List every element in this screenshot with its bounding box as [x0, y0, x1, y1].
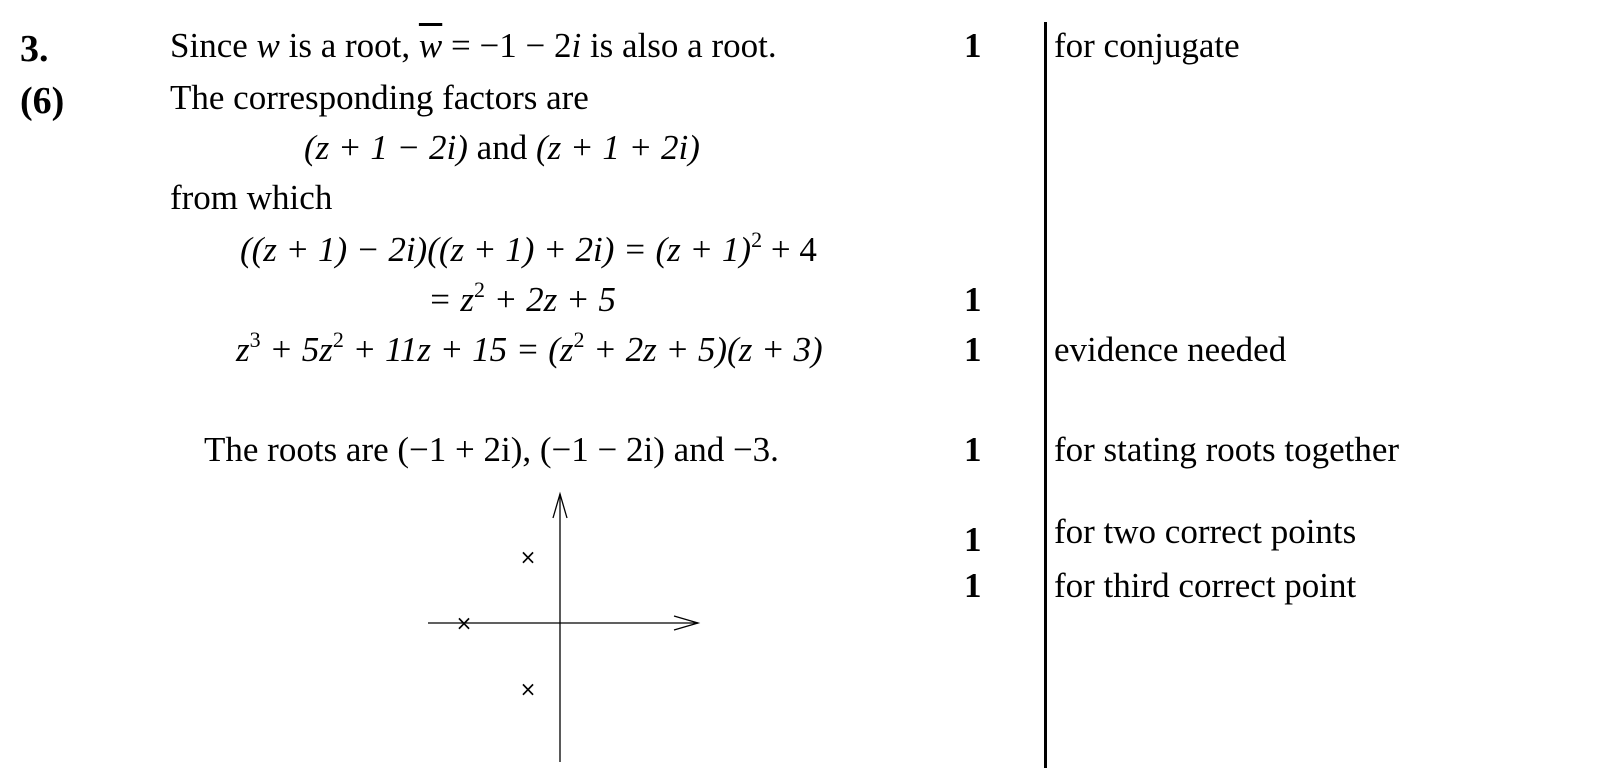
- quadratic-rhs: + 2z + 5: [485, 280, 616, 319]
- solution-line-8: The roots are (−1 + 2i), (−1 − 2i) and −3.: [204, 430, 779, 469]
- factor-2: (z + 1 + 2i): [535, 128, 700, 167]
- product-expansion: ((z + 1) − 2i)((z + 1) + 2i) = (z + 1): [240, 230, 752, 269]
- plus-four: + 4: [762, 230, 817, 269]
- var-w-conjugate: $\overline{w}$: [418, 26, 443, 65]
- mark-6: 1: [964, 566, 982, 605]
- var-w: w: [256, 26, 280, 65]
- quadratic-lhs: = z: [428, 280, 474, 319]
- var-i: i: [571, 26, 582, 65]
- question-marks-total: (6): [20, 80, 65, 122]
- exponent: 3: [249, 327, 261, 352]
- cubic-term: z: [236, 330, 250, 369]
- note-two-points: for two correct points: [1054, 512, 1357, 551]
- question-number: 3.: [20, 28, 49, 70]
- text-and: and: [467, 128, 536, 167]
- text-is-a-root: is a root,: [279, 26, 419, 65]
- exponent: 2: [573, 327, 585, 352]
- factorisation: + 2z + 5)(z + 3): [584, 330, 823, 369]
- square-term: + 5z: [260, 330, 333, 369]
- mark-5: 1: [964, 520, 982, 559]
- mark-1: 1: [964, 26, 982, 65]
- factor-1: (z + 1 − 2i): [304, 128, 468, 167]
- mark-3: 1: [964, 330, 982, 369]
- note-evidence: evidence needed: [1054, 330, 1287, 369]
- text-since: Since: [170, 26, 257, 65]
- note-third-point: for third correct point: [1054, 566, 1357, 605]
- exponent: 2: [474, 277, 485, 302]
- exponent: 2: [332, 327, 344, 352]
- solution-line-4: from which: [170, 178, 333, 217]
- text-conj-value: = −1 − 2: [442, 26, 572, 65]
- linear-constant-terms: + 11z + 15 = (z: [343, 330, 574, 369]
- text-also-a-root: is also a root.: [581, 26, 777, 65]
- solution-line-2: The corresponding factors are: [170, 78, 589, 117]
- point-marker-0: ×: [519, 545, 537, 569]
- point-marker-1: ×: [519, 677, 537, 701]
- mark-2: 1: [964, 280, 982, 319]
- note-conjugate: for conjugate: [1054, 26, 1240, 65]
- exponent: 2: [751, 227, 763, 252]
- note-roots-together: for stating roots together: [1054, 430, 1400, 469]
- point-marker-2: ×: [455, 611, 473, 635]
- mark-4: 1: [964, 430, 982, 469]
